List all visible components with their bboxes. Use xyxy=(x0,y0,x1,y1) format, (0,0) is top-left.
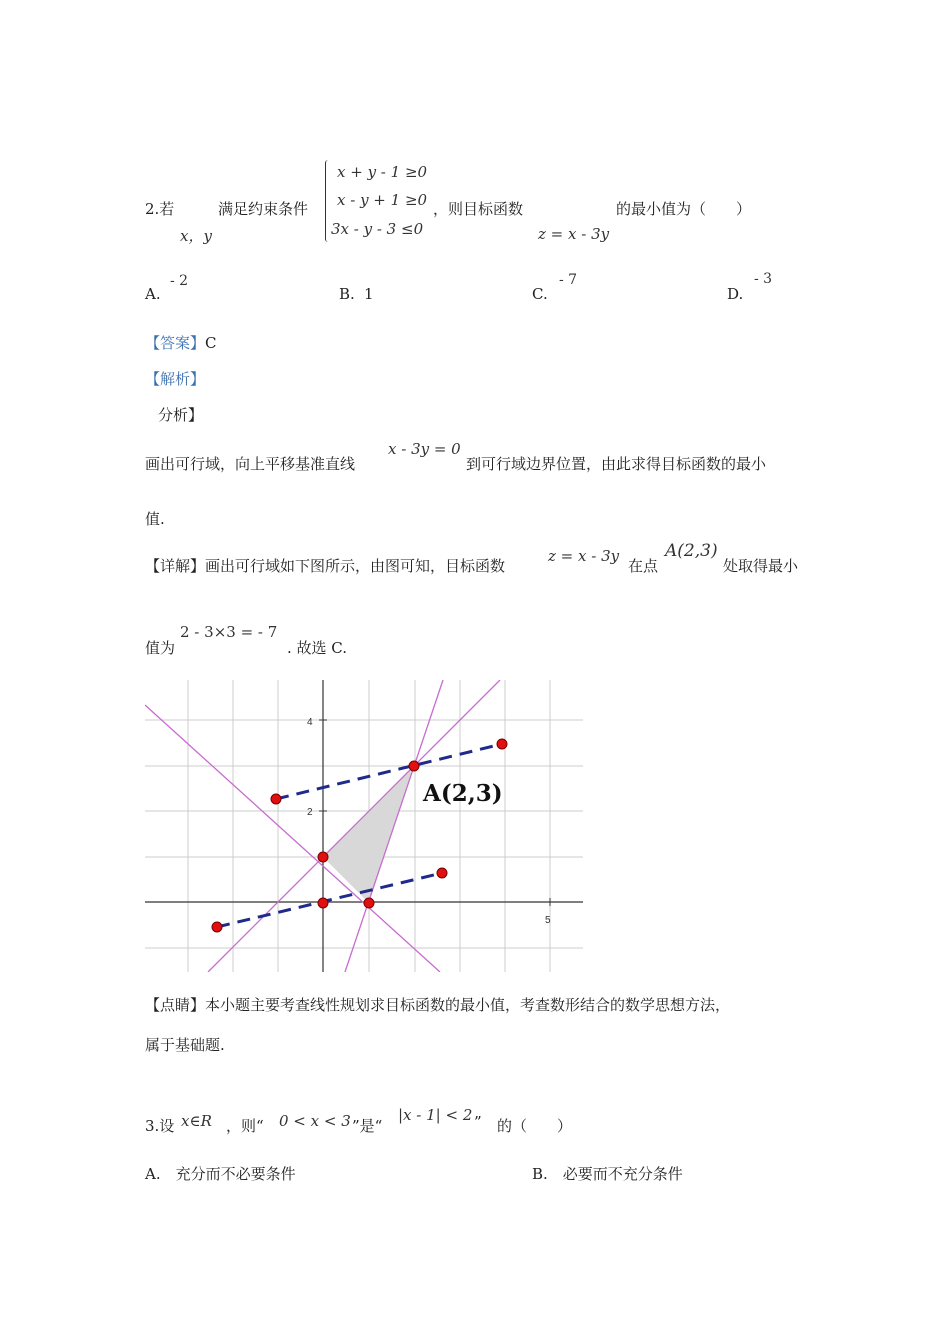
q2-condition-text: 满足约束条件 xyxy=(218,200,309,218)
q3-domain: x∈R xyxy=(181,1112,212,1130)
q3-text-2: ”是“ xyxy=(352,1117,383,1135)
option-d-value: - 3 xyxy=(754,271,773,287)
answer-line xyxy=(145,332,217,353)
q3-text-4: 的（ ） xyxy=(497,1117,573,1135)
constraint-2: x - y + 1 ≥0 xyxy=(337,191,428,209)
q3-condition-1: 0 < x < 3 xyxy=(279,1112,351,1130)
answer-tag: 【答案】 xyxy=(145,334,206,352)
detail-point: A(2,3) xyxy=(665,541,718,561)
point-a-label: A(2,3) xyxy=(423,780,503,807)
q3-option-a: A. 充分而不必要条件 xyxy=(145,1165,296,1183)
detail-text-e: . 故选 C. xyxy=(287,639,348,657)
detail-text-c: 处取得最小 xyxy=(723,557,799,575)
option-c-value: - 7 xyxy=(559,272,578,288)
option-b-value: 1 xyxy=(364,285,374,303)
comment-text-a: 本小题主要考查线性规划求目标函数的最小值，考查数形结合的数学思想方法， xyxy=(205,996,731,1014)
detail-tag: 【详解】 xyxy=(145,557,206,575)
tick-label-2: 2 xyxy=(307,807,313,818)
feasible-region-graph xyxy=(145,680,585,972)
comment-line2: 属于基础题. xyxy=(145,1036,225,1054)
detail-line1 xyxy=(145,555,505,576)
answer-value: C xyxy=(205,334,217,352)
q3-text-3: ” xyxy=(474,1113,482,1131)
option-d-label: D. xyxy=(727,285,744,303)
q2-mid-text: ，则目标函数 xyxy=(433,200,524,218)
q3-option-b: B. 必要而不充分条件 xyxy=(532,1165,683,1183)
q3-text-1: ，则“ xyxy=(226,1117,264,1135)
q2-vars: x，y xyxy=(180,227,212,245)
option-a-value: - 2 xyxy=(170,273,189,289)
q3-condition-2: |x - 1| < 2 xyxy=(398,1106,473,1124)
detail-objective: z = x - 3y xyxy=(548,547,620,565)
analysis-line1-b: 到可行域边界位置，由此求得目标函数的最小 xyxy=(466,455,767,473)
q2-number: 2.若 xyxy=(145,200,175,218)
q2-objective: z = x - 3y xyxy=(538,225,610,243)
analysis-tag: 【解析】 xyxy=(145,370,206,388)
constraint-1: x + y - 1 ≥0 xyxy=(337,163,428,181)
detail-text-a: 画出可行域如下图所示，由图可知，目标函数 xyxy=(205,557,506,575)
option-b-label: B. xyxy=(339,285,355,303)
analysis-subtitle: 分析】 xyxy=(158,406,204,424)
tick-label-5: 5 xyxy=(545,915,551,926)
q2-tail: 的最小值为（ ） xyxy=(616,200,752,218)
constraint-3: 3x - y - 3 ≤0 xyxy=(331,220,424,238)
option-a-label: A. xyxy=(145,285,161,303)
analysis-line1-a: 画出可行域，向上平移基准直线 xyxy=(145,455,356,473)
option-c-label: C. xyxy=(532,285,548,303)
detail-text-b: 在点 xyxy=(628,557,659,575)
comment-tag: 【点睛】 xyxy=(145,996,206,1014)
detail-calculation: 2 - 3×3 = - 7 xyxy=(180,623,278,641)
detail-text-d: 值为 xyxy=(145,639,176,657)
q3-number: 3.设 xyxy=(145,1117,175,1135)
analysis-line2: 值. xyxy=(145,510,165,528)
analysis-baseline-equation: x - 3y = 0 xyxy=(388,440,461,458)
tick-label-4: 4 xyxy=(307,717,313,728)
comment-line1 xyxy=(145,994,730,1015)
